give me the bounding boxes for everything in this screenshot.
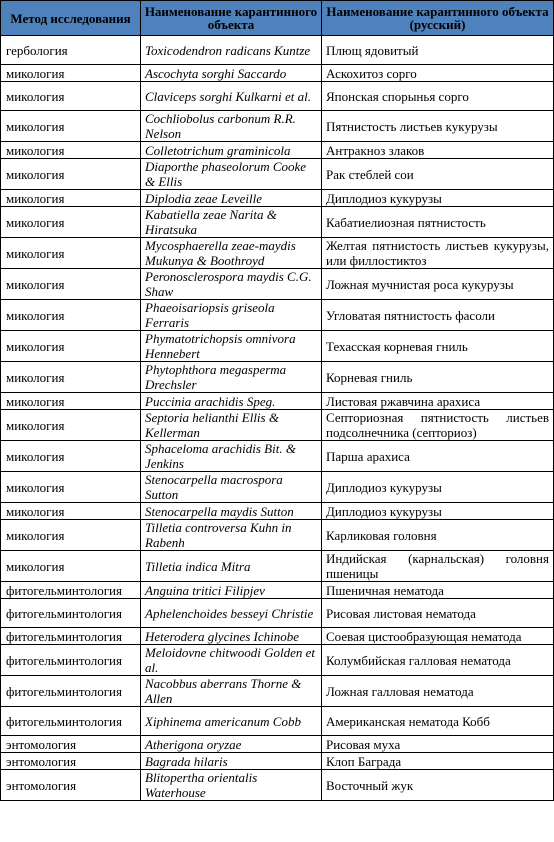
latin-name-cell: Atherigona oryzae [141, 736, 322, 753]
russian-name-cell: Пятнистость листьев кукурузы [322, 111, 554, 142]
table-row [1, 393, 554, 410]
method-cell: гербология [1, 36, 141, 65]
table-body [1, 36, 554, 801]
russian-name-cell: Клоп Баграда [322, 753, 554, 770]
table-row [1, 753, 554, 770]
latin-name-cell: Aphelenchoides besseyi Christie [141, 599, 322, 628]
method-cell: микология [1, 207, 141, 238]
latin-name-cell: Stenocarpella maydis Sutton [141, 503, 322, 520]
method-cell: микология [1, 410, 141, 441]
russian-name-cell: Диплодиоз кукурузы [322, 472, 554, 503]
table-row [1, 65, 554, 82]
method-cell: фитогельминтология [1, 707, 141, 736]
latin-name-cell: Diplodia zeae Leveille [141, 190, 322, 207]
russian-name-cell: Японская спорынья сорго [322, 82, 554, 111]
table-row [1, 362, 554, 393]
russian-name-cell: Рисовая муха [322, 736, 554, 753]
latin-name-cell: Phytophthora megasperma Drechsler [141, 362, 322, 393]
table-row [1, 410, 554, 441]
table-row [1, 628, 554, 645]
table-row [1, 300, 554, 331]
table-row [1, 190, 554, 207]
latin-name-cell: Tilletia indica Mitra [141, 551, 322, 582]
latin-name-cell: Phaeoisariopsis griseola Ferraris [141, 300, 322, 331]
latin-name-cell: Nacobbus aberrans Thorne & Allen [141, 676, 322, 707]
latin-name-cell: Tilletia controversa Kuhn in Rabenh [141, 520, 322, 551]
method-cell: микология [1, 300, 141, 331]
table-row [1, 159, 554, 190]
table-row [1, 269, 554, 300]
table-row [1, 770, 554, 801]
method-cell: фитогельминтология [1, 645, 141, 676]
table-row [1, 645, 554, 676]
latin-name-cell: Heterodera glycines Ichinobe [141, 628, 322, 645]
russian-name-cell: Соевая цистообразующая нематода [322, 628, 554, 645]
table-row [1, 82, 554, 111]
russian-name-cell: Корневая гниль [322, 362, 554, 393]
method-cell: микология [1, 111, 141, 142]
table-row [1, 676, 554, 707]
method-cell: микология [1, 269, 141, 300]
latin-name-cell: Colletotrichum graminicola [141, 142, 322, 159]
table-row [1, 238, 554, 269]
latin-name-cell: Diaporthe phaseolorum Cooke & Ellis [141, 159, 322, 190]
method-cell: микология [1, 472, 141, 503]
method-cell: микология [1, 159, 141, 190]
russian-name-cell: Кабатиелиозная пятнистость [322, 207, 554, 238]
russian-name-cell: Индийская (карнальская) головня пшеницы [322, 551, 554, 582]
table-row [1, 599, 554, 628]
latin-name-cell: Peronosclerospora maydis C.G. Shaw [141, 269, 322, 300]
russian-name-cell: Ложная мучнистая роса кукурузы [322, 269, 554, 300]
russian-name-cell: Американская нематода Кобб [322, 707, 554, 736]
method-cell: микология [1, 331, 141, 362]
table-row [1, 331, 554, 362]
latin-name-cell: Phymatotrichopsis omnivora Hennebert [141, 331, 322, 362]
latin-name-cell: Claviceps sorghi Kulkarni et al. [141, 82, 322, 111]
latin-name-cell: Meloidovne chitwoodi Golden et al. [141, 645, 322, 676]
latin-name-cell: Bagrada hilaris [141, 753, 322, 770]
method-cell: микология [1, 503, 141, 520]
latin-name-cell: Stenocarpella macrospora Sutton [141, 472, 322, 503]
header-row [1, 1, 554, 36]
method-cell: энтомология [1, 753, 141, 770]
latin-name-cell: Xiphinema americanum Cobb [141, 707, 322, 736]
russian-name-cell: Парша арахиса [322, 441, 554, 472]
latin-name-cell: Puccinia arachidis Speg. [141, 393, 322, 410]
latin-name-cell: Blitopertha orientalis Waterhouse [141, 770, 322, 801]
method-cell: фитогельминтология [1, 628, 141, 645]
russian-name-cell: Карликовая головня [322, 520, 554, 551]
method-cell: микология [1, 65, 141, 82]
russian-name-cell: Диплодиоз кукурузы [322, 503, 554, 520]
latin-name-cell: Kabatiella zeae Narita & Hiratsuka [141, 207, 322, 238]
table-row [1, 207, 554, 238]
latin-name-cell: Anguina tritici Filipjev [141, 582, 322, 599]
russian-name-cell: Диплодиоз кукурузы [322, 190, 554, 207]
header-method: Метод исследования [1, 1, 141, 36]
russian-name-cell: Рисовая листовая нематода [322, 599, 554, 628]
latin-name-cell: Septoria helianthi Ellis & Kellerman [141, 410, 322, 441]
russian-name-cell: Листовая ржавчина арахиса [322, 393, 554, 410]
latin-name-cell: Cochliobolus carbonum R.R. Nelson [141, 111, 322, 142]
method-cell: фитогельминтология [1, 599, 141, 628]
table-row [1, 36, 554, 65]
table-row [1, 520, 554, 551]
russian-name-cell: Желтая пятнистость листьев кукурузы, или филлостиктоз [322, 238, 554, 269]
table-row [1, 472, 554, 503]
table-row [1, 736, 554, 753]
latin-name-cell: Toxicodendron radicans Kuntze [141, 36, 322, 65]
table-row [1, 503, 554, 520]
method-cell: микология [1, 551, 141, 582]
method-cell: микология [1, 142, 141, 159]
russian-name-cell: Аскохитоз сорго [322, 65, 554, 82]
russian-name-cell: Колумбийская галловая нематода [322, 645, 554, 676]
method-cell: микология [1, 441, 141, 472]
method-cell: фитогельминтология [1, 582, 141, 599]
header-object-name-russian: Наименование карантинного объекта (русский) [322, 1, 554, 36]
latin-name-cell: Mycosphaerella zeae-maydis Mukunya & Boothroyd [141, 238, 322, 269]
header-object-name: Наименование карантинного объекта [141, 1, 322, 36]
russian-name-cell: Угловатая пятнистость фасоли [322, 300, 554, 331]
table-row [1, 441, 554, 472]
russian-name-cell: Техасская корневая гниль [322, 331, 554, 362]
russian-name-cell: Антракноз злаков [322, 142, 554, 159]
table-row [1, 551, 554, 582]
table-row [1, 111, 554, 142]
table-header [1, 1, 554, 36]
method-cell: микология [1, 190, 141, 207]
method-cell: микология [1, 82, 141, 111]
table-row [1, 707, 554, 736]
russian-name-cell: Септориозная пятнистость листьев подсолнечника (септориоз) [322, 410, 554, 441]
russian-name-cell: Пшеничная нематода [322, 582, 554, 599]
russian-name-cell: Ложная галловая нематода [322, 676, 554, 707]
latin-name-cell: Ascochyta sorghi Saccardo [141, 65, 322, 82]
latin-name-cell: Sphaceloma arachidis Bit. & Jenkins [141, 441, 322, 472]
method-cell: микология [1, 238, 141, 269]
method-cell: микология [1, 362, 141, 393]
method-cell: микология [1, 393, 141, 410]
russian-name-cell: Рак стеблей сои [322, 159, 554, 190]
method-cell: энтомология [1, 736, 141, 753]
method-cell: энтомология [1, 770, 141, 801]
russian-name-cell: Плющ ядовитый [322, 36, 554, 65]
method-cell: микология [1, 520, 141, 551]
russian-name-cell: Восточный жук [322, 770, 554, 801]
table-row [1, 142, 554, 159]
method-cell: фитогельминтология [1, 676, 141, 707]
table-row [1, 582, 554, 599]
